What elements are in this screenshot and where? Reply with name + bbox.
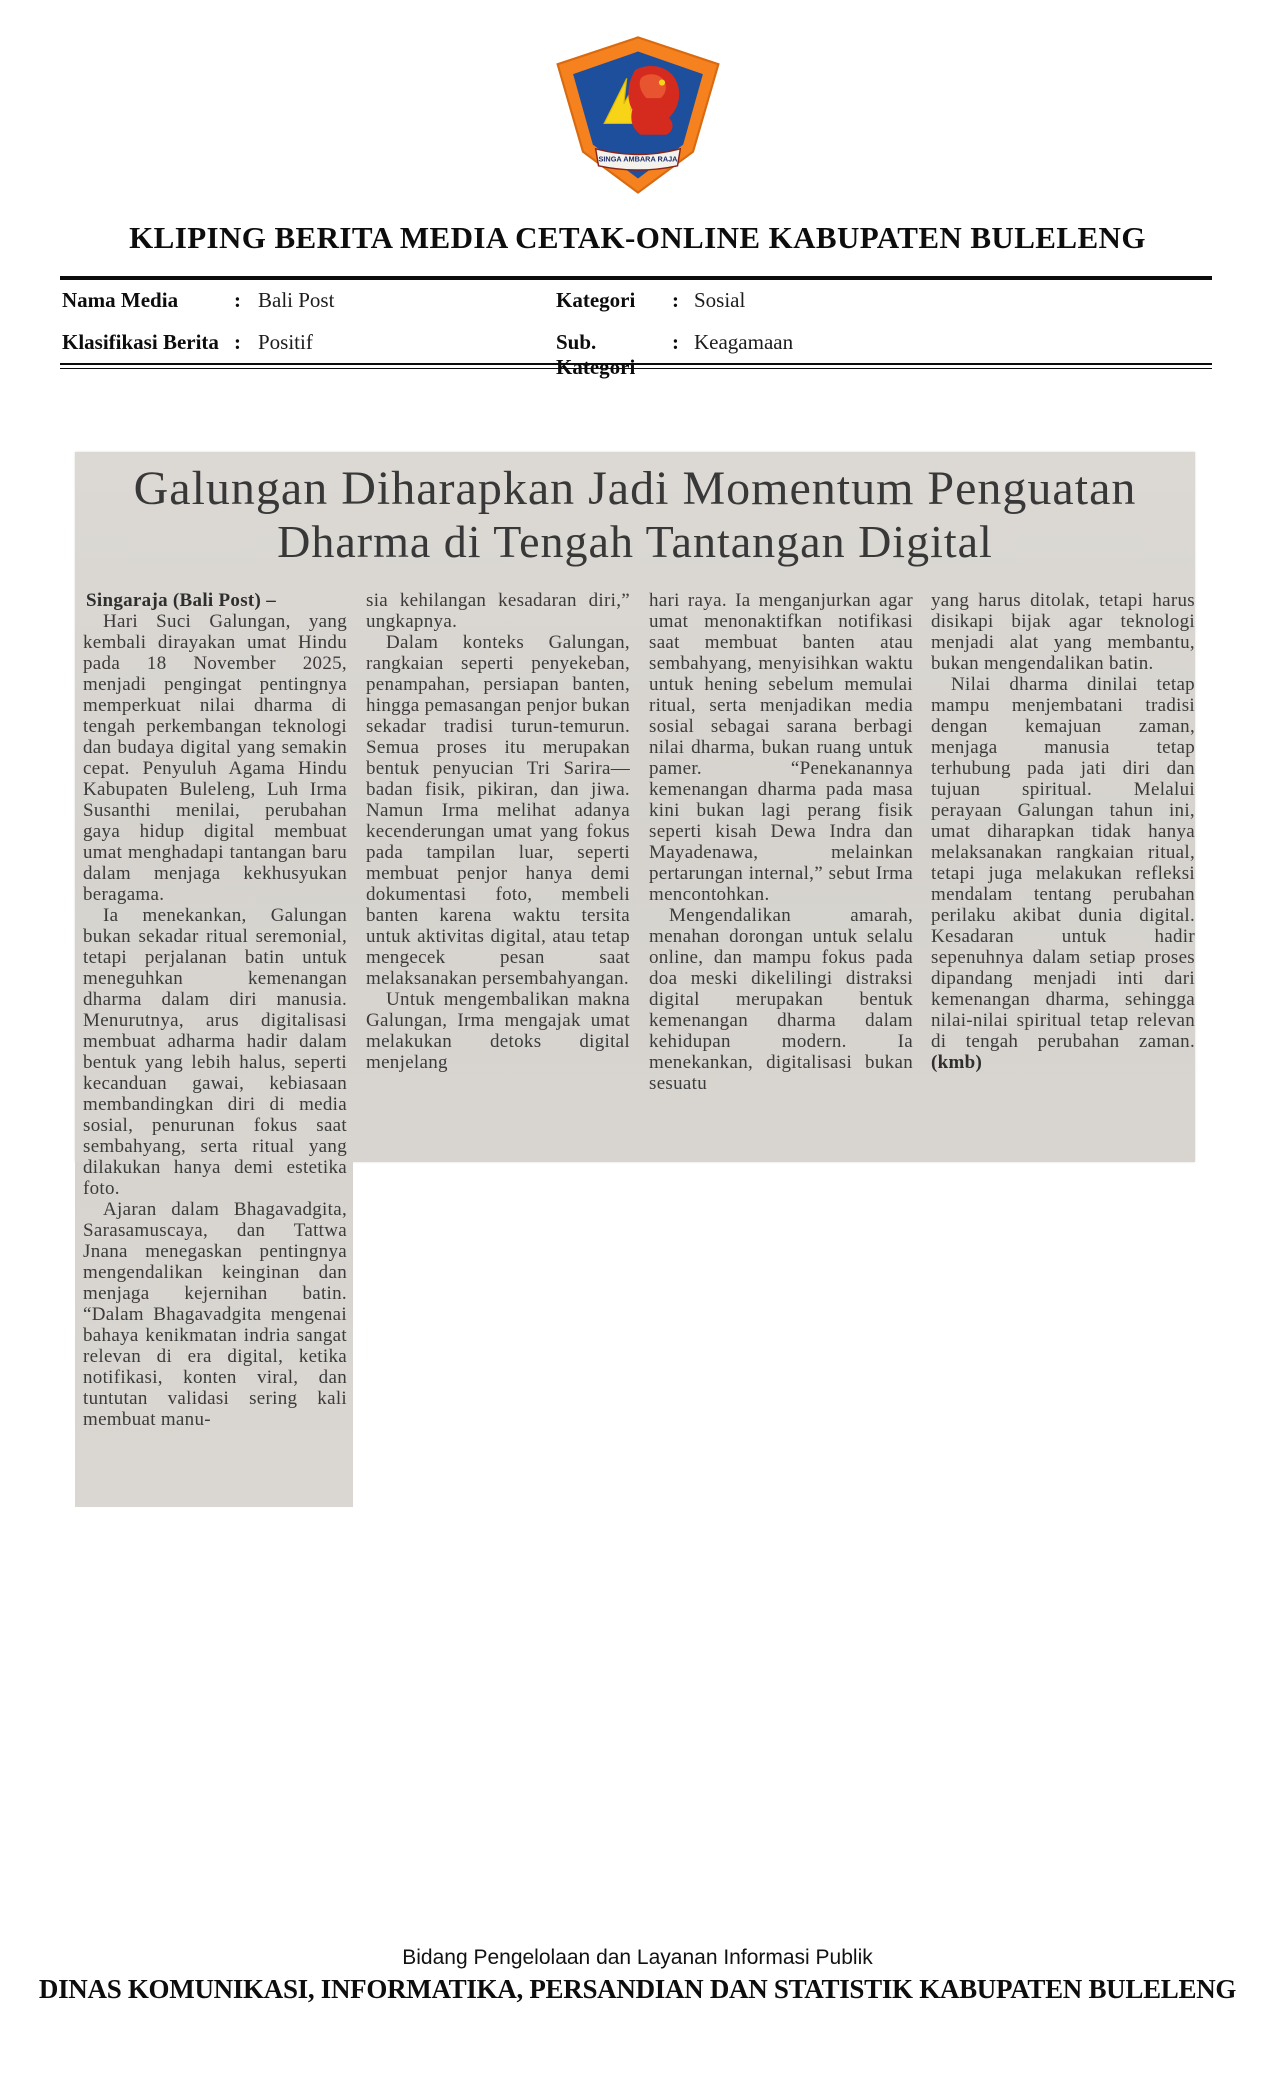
article-paragraph [931,674,1195,1073]
meta-colon: : [672,330,679,354]
meta-colon: : [234,330,241,354]
meta-table-right [556,288,793,380]
meta-table-left [62,288,334,355]
article-paragraph: yang harus ditolak, tetapi harus disikapi bijak agar teknologi menjadi alat yang membantu, bukan mengendalikan batin. [931,590,1195,674]
article-paragraph: Hari Suci Galungan, yang kembali dirayakan umat Hindu pada 18 November 2025, menjadi pengingat pentingnya memperkuat nilai dharma di tengah perkembangan teknologi dan budaya digital yang semakin cepat. Penyuluh Agama Hindu Kabupaten Buleleng, Luh Irma Susanthi menilai, perubahan gaya hidup digital membuat umat menghadapi tantangan baru dalam menjaga kekhusyukan beragama. [83,611,347,905]
meta-value-sub-kategori: Keagamaan [694,330,794,354]
article-paragraph: Untuk mengembalikan makna Galungan, Irma mengajak umat melakukan detoks digital menjelang [366,989,630,1073]
logo-banner-text: SINGA AMBARA RAJA [598,154,678,164]
meta-colon: : [234,288,241,312]
article-column-4 [931,590,1195,1073]
article-column-3 [649,590,913,1094]
article-headline-line1: Galungan Diharapkan Jadi Momentum Penguatan [133,462,1137,515]
article-paragraph-text: Nilai dharma dinilai tetap mampu menjembatani tradisi dengan kemajuan zaman, menjaga manusia tetap terhubung pada jati diri dan tujuan spiritual. Melalui perayaan Galungan tahun ini, umat diharapkan tidak hanya melaksanakan rangkaian ritual, tetapi juga melakukan refleksi mendalam tentang perubahan perilaku akibat dunia digital. Kesadaran untuk hadir sepenuhnya dalam setiap proses dipandang menjadi inti dari kemenangan dharma, sehingga nilai-nilai spiritual tetap relevan di tengah perubahan zaman. [931,674,1195,1052]
meta-label-sub-kategori: Sub. Kategori [556,330,636,379]
article-paragraph: Ia menekankan, Galungan bukan sekadar ritual seremonial, tetapi perjalanan batin untuk meneguhkan kemenangan dharma dalam diri manusia. Menurutnya, arus digitalisasi membuat adharma hadir dalam bentuk yang lebih halus, seperti kecanduan gawai, kebiasaan membandingkan diri di media sosial, penurunan fokus saat sembahyang, serta ritual yang dilakukan hanya demi estetika foto. [83,905,347,1199]
article-headline-line2: Dharma di Tengah Tantangan Digital [277,516,993,567]
article-paragraph: Ajaran dalam Bhagavadgita, Sarasamuscaya, dan Tattwa Jnana menegaskan pentingnya mengendalikan keinginan dan menjaga kejernihan batin. “Dalam Bhagavadgita mengenai bahaya kenikmatan indria sangat relevan di era digital, ketika notifikasi, konten viral, dan tuntutan validasi sering kali membuat manu- [83,1199,347,1430]
article-paragraph: sia kehilangan kesadaran diri,” ungkapnya. [366,590,630,632]
article-paragraph: Mengendalikan amarah, menahan dorongan untuk selalu online, dan mampu fokus pada doa meski dikelilingi distraksi digital merupakan bentuk kemenangan dharma dalam kehidupan modern. Ia menekankan, digitalisasi bukan sesuatu [649,905,913,1094]
footer-agency-name: DINAS KOMUNIKASI, INFORMATIKA, PERSANDIAN DAN STATISTIK KABUPATEN BULELENG [38,1974,1237,2004]
article-byline: (kmb) [931,1052,983,1073]
meta-colon: : [672,288,679,312]
regency-logo [553,36,723,194]
article-column-1 [83,590,347,1430]
logo-shield-icon [553,36,723,194]
article-paragraph: hari raya. Ia menganjurkan agar umat menonaktifkan notifikasi saat membuat banten atau sembahyang, menyisihkan waktu untuk hening sebelum memulai ritual, serta menjadikan media sosial sebagai sarana berbagi nilai dharma, bukan ruang untuk pamer. “Penekanannya kemenangan dharma pada masa kini bukan lagi perang fisik seperti kisah Dewa Indra dan Mayadenawa, melainkan pertarungan internal,” sebut Irma mencontohkan. [649,590,913,905]
meta-label-nama-media: Nama Media [62,288,179,312]
meta-label-klasifikasi: Klasifikasi Berita [62,330,219,354]
footer-unit-name: Bidang Pengelolaan dan Layanan Informasi Publik [402,1946,873,1969]
meta-value-klasifikasi: Positif [258,330,313,354]
page-title: KLIPING BERITA MEDIA CETAK-ONLINE KABUPATEN BULELENG [129,220,1146,255]
article-column-2 [366,590,630,1073]
meta-value-kategori: Sosial [694,288,746,312]
article-paragraph: Dalam konteks Galungan, rangkaian seperti penyekeban, penampahan, persiapan banten, hingga pemasangan penjor bukan sekadar tradisi turun-temurun. Semua proses itu merupakan bentuk penyucian Tri Sarira—badan fisik, pikiran, dan jiwa. Namun Irma melihat adanya kecenderungan umat yang fokus pada tampilan luar, seperti membuat penjor hanya demi dokumentasi foto, membeli banten karena waktu tersita untuk aktivitas digital, atau tetap mengecek pesan saat melaksanakan persembahyangan. [366,632,630,989]
article-dateline: Singaraja (Bali Post) – [86,590,277,611]
divider-top [60,276,1212,280]
meta-label-kategori: Kategori [556,288,636,312]
meta-value-nama-media: Bali Post [258,288,335,312]
